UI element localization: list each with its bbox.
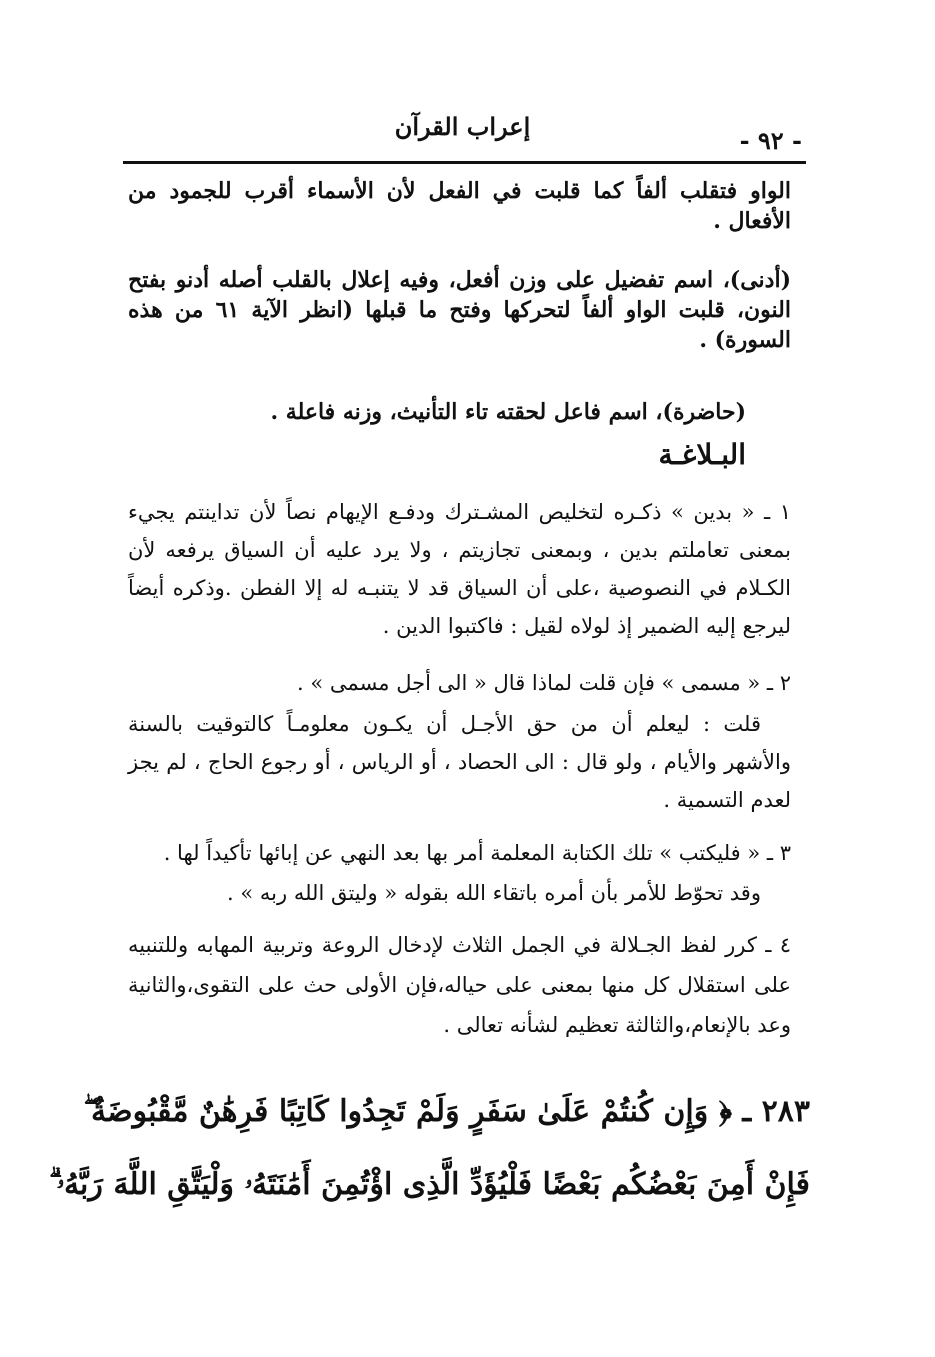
paragraph-2: (أدنى)، اسم تفضيل على وزن أفعل، وفيه إعلال بالقلب أصله أدنو بفتح النون، قلبت الواو ألفاً لتحركها وفتح ما قبلها (انظر الآية ٦١ من هذه السورة) .: [128, 267, 791, 353]
balagha-point-2: ٢ ـ « مسمى » فإن قلت لماذا قال « الى أجل مسمى » .: [297, 671, 791, 695]
balagha-point-3: ٣ ـ « فليكتب » تلك الكتابة المعلمة أمر بها بعد النهي عن إبائها تأكيداً لها .: [163, 841, 791, 865]
book-title: إعراب القرآن: [394, 112, 531, 141]
section-heading: البـلاغـة: [658, 438, 746, 471]
header-divider: [123, 161, 806, 164]
paragraph-3: (حاضرة)، اسم فاعل لحقته تاء التأنيث، وزنه فاعلة .: [270, 399, 746, 425]
balagha-answer: قلت : ليعلم أن من حق الأجـل أن يكـون معلومـاً كالتوقيت بالسنة والأشهر والأيام ، ولو قال : الى الحصاد ، أو الرياس ، أو رجوع الحاج ، لم يجز لعدم التسمية .: [128, 712, 791, 812]
page-header: [123, 112, 802, 162]
quran-verse-line-2: فَإِنْ أَمِنَ بَعْضُكُم بَعْضًا فَلْيُؤَدِّ الَّذِى اؤْتُمِنَ أَمَٰنَتَهُۥ وَلْيَتَّقِ اللَّهَ رَبَّهُۥ ۗ: [48, 1167, 810, 1202]
balagha-point-1: ١ ـ « بدين » ذكـره لتخليص المشـترك ودفـع الإيهام نصاً لأن تداينتم يجيء بمعنى تعاملتم بدين ، وبمعنى تجازيتم ، ولا يرد عليه أن السياق يرفعه لأن الكـلام في النصوصية ،على أن السياق قد لا يتنبـه له إلا الفطن .وذكره أيضاً ليرجع إليه الضمير إذ لولاه لقيل : فاكتبوا الدين .: [128, 500, 791, 638]
quran-verse-line-1: ٢٨٣ ـ ﴿ وَإِن كُنتُمْ عَلَىٰ سَفَرٍ وَلَمْ تَجِدُوا كَاتِبًا فَرِهَٰنٌ مَّقْبُوضَةٌ ۖ: [83, 1094, 810, 1129]
paragraph-1: الواو فتقلب ألفاً كما قلبت في الفعل لأن الأسماء أقرب للجمود من الأفعال .: [128, 178, 791, 234]
balagha-point-4: ٤ ـ كرر لفظ الجـلالة في الجمل الثلاث لإدخال الروعة وتربية المهابه وللتنبيه على استقلال كل منها بمعنى على حياله،فإن الأولى حث على التقوى،والثانية وعد بالإنعام،والثالثة تعظيم لشأنه تعالى .: [128, 933, 791, 1037]
balagha-point-3-cont: وقد تحوّط للأمر بأن أمره باتقاء الله بقوله « وليتق الله ربه » .: [227, 881, 761, 905]
page-number: - ٩٢ -: [739, 126, 802, 155]
